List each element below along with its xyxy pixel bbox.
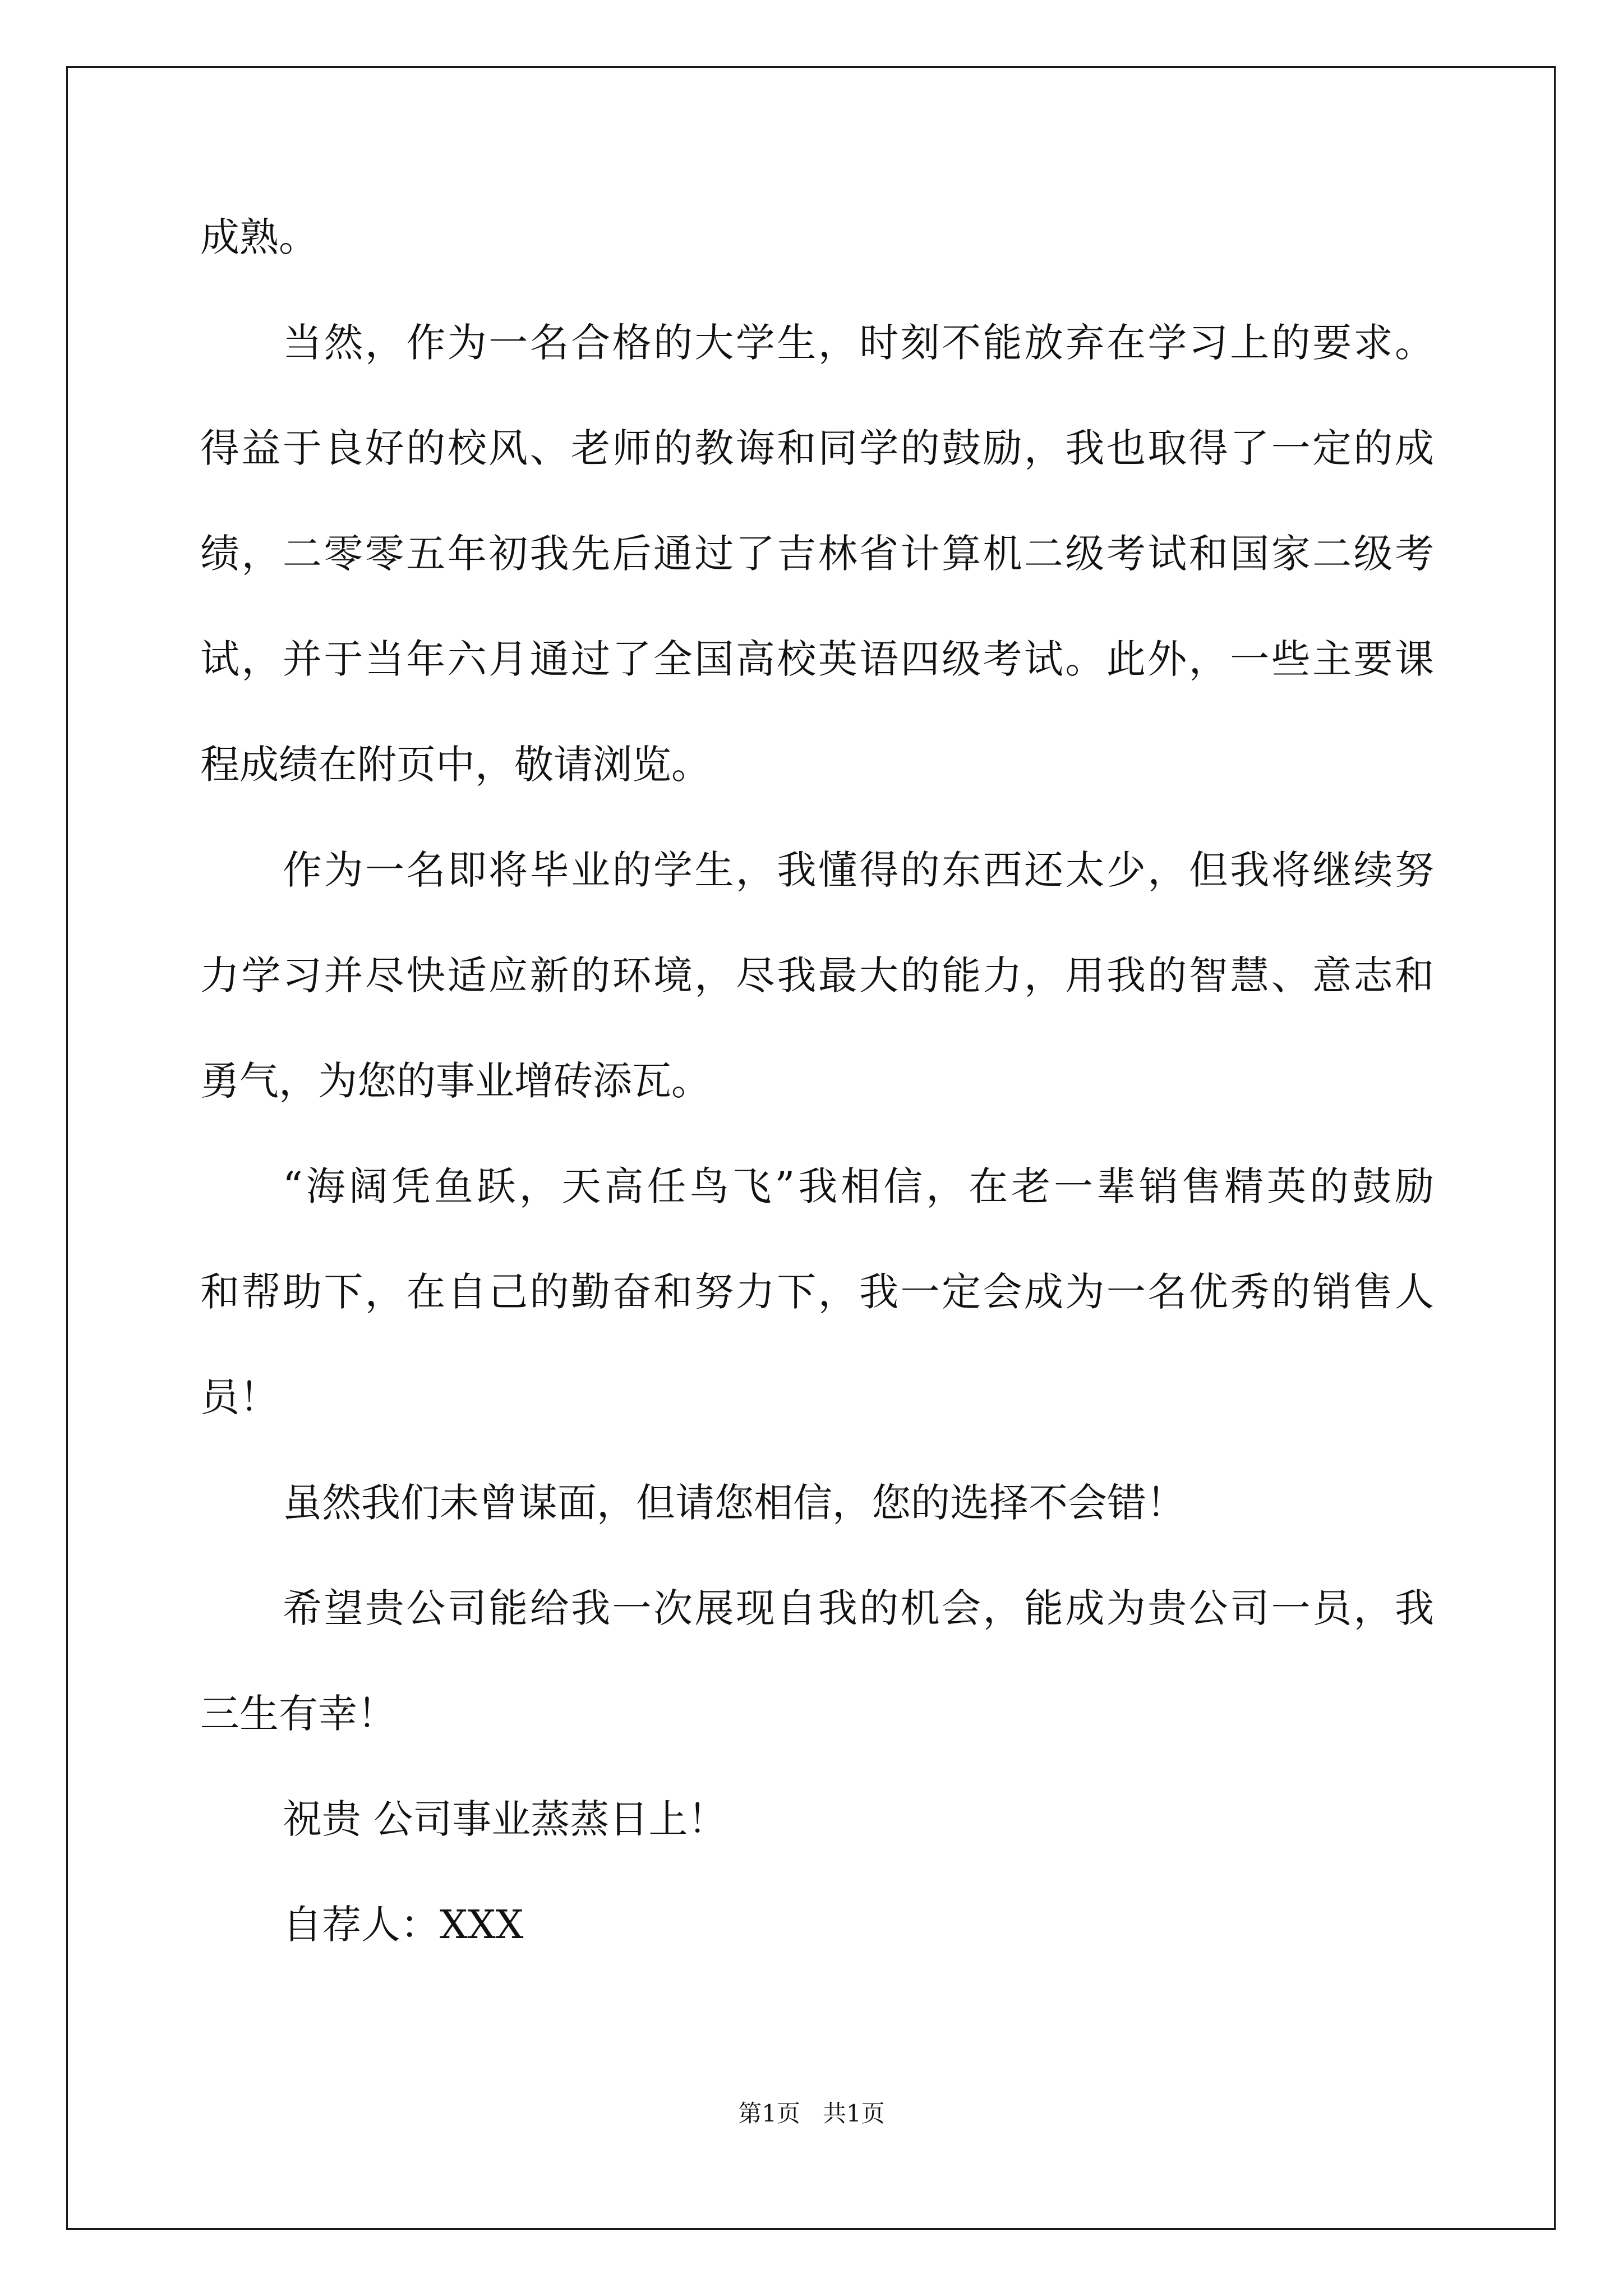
text-line: 三生有幸！ — [200, 1691, 396, 1737]
closing-line: 祝贵 公司事业蒸蒸日上！ — [283, 1796, 727, 1842]
letter-body — [200, 211, 1434, 2004]
signature-line: 自荐人：XXX — [283, 1902, 524, 1948]
text-line: 绩，二零零五年初我先后通过了吉林省计算机二级考试和国家二级考 — [200, 531, 1434, 577]
text-line: 程成绩在附页中，敬请浏览。 — [200, 742, 711, 788]
text-line: 力学习并尽快适应新的环境，尽我最大的能力，用我的智慧、意志和 — [200, 953, 1434, 999]
text-line: 成熟。 — [200, 214, 318, 260]
text-line: “海阔凭鱼跃，天高任鸟飞”我相信，在老一辈销售精英的鼓励 — [283, 1163, 1434, 1209]
text-line: 勇气，为您的事业增砖添瓦。 — [200, 1058, 711, 1104]
text-line: 员！ — [200, 1374, 279, 1420]
text-line: 和帮助下，在自己的勤奋和努力下，我一定会成为一名优秀的销售人 — [200, 1269, 1434, 1315]
text-line: 希望贵公司能给我一次展现自我的机会，能成为贵公司一员，我 — [283, 1585, 1434, 1631]
text-line: 作为一名即将毕业的学生，我懂得的东西还太少，但我将继续努 — [283, 847, 1434, 893]
text-line: 试，并于当年六月通过了全国高校英语四级考试。此外，一些主要课 — [200, 636, 1434, 682]
text-line: 虽然我们未曾谋面，但请您相信，您的选择不会错！ — [283, 1480, 1186, 1526]
page-number: 第1页 共1页 — [738, 2100, 885, 2127]
text-line: 得益于良好的校风、老师的教诲和同学的鼓励，我也取得了一定的成 — [200, 425, 1434, 471]
text-line: 当然，作为一名合格的大学生，时刻不能放弃在学习上的要求。 — [283, 320, 1434, 366]
